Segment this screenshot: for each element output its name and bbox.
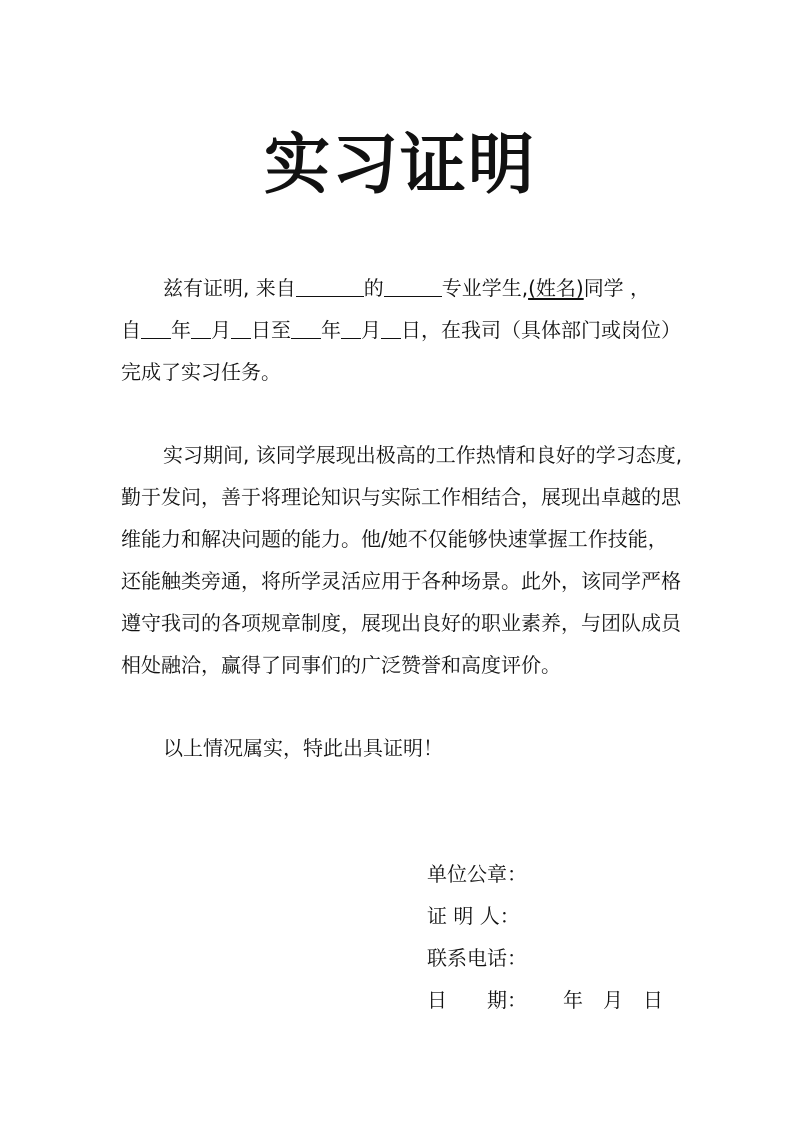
para1-line3: 完成了实习任务。 [121, 360, 281, 384]
para1-text-from: 兹有证明, 来自 [163, 276, 296, 300]
end-year-blank [291, 318, 321, 339]
start-day-label: 日至 [251, 318, 291, 342]
closing-statement: 以上情况属实，特此出具证明！ [163, 736, 443, 760]
para2-line: 遵守我司的各项规章制度，展现出良好的职业素养，与团队成员 [121, 611, 681, 635]
date-row [427, 986, 663, 1014]
student-name-placeholder: (姓名) [528, 276, 584, 300]
phone-label: 联系电话： [427, 946, 527, 970]
school-blank [296, 276, 364, 297]
start-day-blank [231, 318, 251, 339]
start-month-blank [191, 318, 211, 339]
end-day-blank [381, 318, 401, 339]
para1-line1 [121, 274, 733, 302]
certifier-label: 证 明 人： [427, 904, 520, 928]
end-month-blank [341, 318, 361, 339]
para1-line2 [121, 316, 691, 344]
start-year-blank [141, 318, 171, 339]
date-value: 年 月 日 [563, 988, 663, 1012]
unit-seal-label: 单位公章： [427, 862, 527, 886]
para1-text-from-date: 自 [121, 318, 141, 342]
para2-line: 相处融洽，赢得了同事们的广泛赞誉和高度评价。 [121, 653, 561, 677]
para2-line: 勤于发问，善于将理论知识与实际工作相结合，展现出卓越的思 [121, 485, 681, 509]
end-year-label: 年 [321, 318, 341, 342]
para1-text-classmate: 同学 ， [583, 276, 651, 300]
para2-line: 还能触类旁通，将所学灵活应用于各种场景。此外，该同学严格 [121, 569, 681, 593]
start-year-label: 年 [171, 318, 191, 342]
para2-line: 实习期间, 该同学展现出极高的工作热情和良好的学习态度, [163, 443, 683, 467]
para1-text-of: 的 [363, 276, 384, 300]
major-blank [384, 276, 442, 297]
end-day-and-department: 日，在我司（具体部门或岗位） [401, 318, 681, 342]
para1-text-major-student: 专业学生, [441, 276, 529, 300]
start-month-label: 月 [211, 318, 231, 342]
page-title: 实习证明 [264, 126, 536, 203]
end-month-label: 月 [361, 318, 381, 342]
date-label: 日 期： [427, 988, 527, 1012]
para2-line: 维能力和解决问题的能力。他/她不仅能够快速掌握工作技能， [121, 527, 668, 551]
